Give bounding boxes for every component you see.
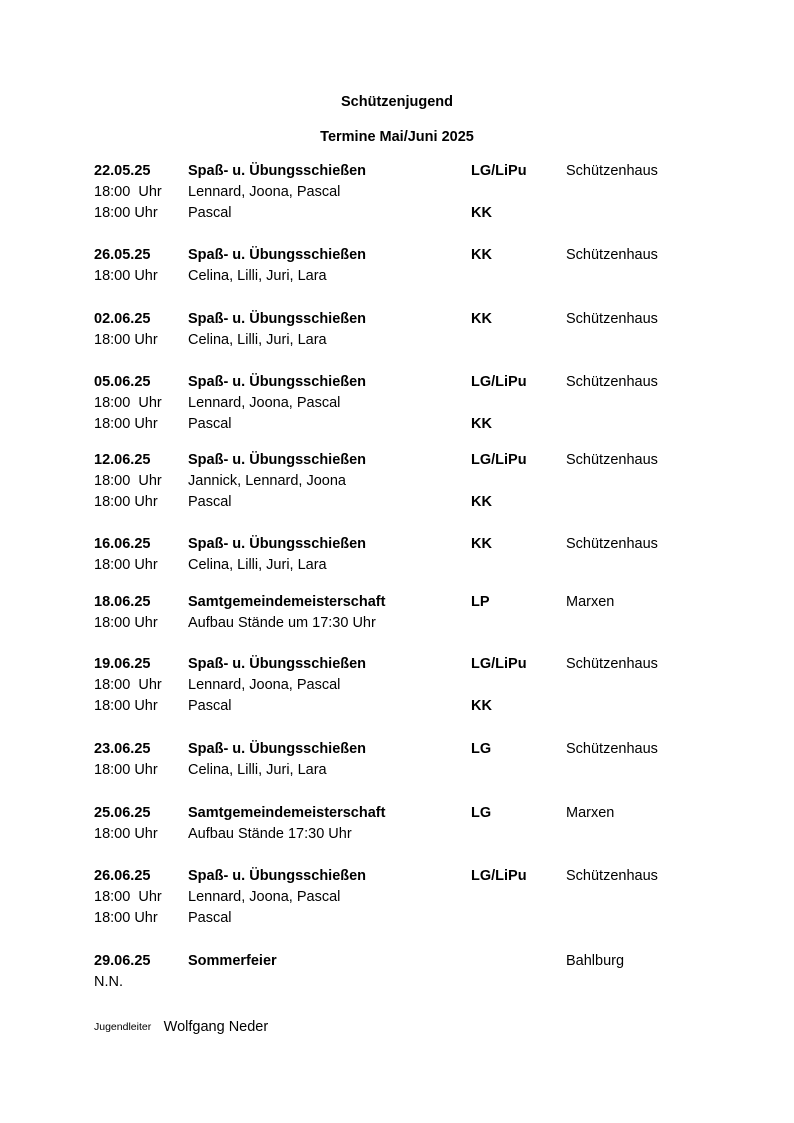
entry-header <box>0 656 794 676</box>
entry-date: 18.06.25 <box>94 594 151 610</box>
entry-location: Schützenhaus <box>566 536 658 552</box>
entry-date: 05.06.25 <box>94 374 151 390</box>
entry-time: 18:00 Uhr <box>94 416 158 432</box>
entry-participants: Lennard, Joona, Pascal <box>188 184 341 200</box>
entry-date: 19.06.25 <box>94 656 151 672</box>
entry-participants: Pascal <box>188 416 232 432</box>
entry-time: 18:00 Uhr <box>94 184 162 200</box>
entry-discipline: LG <box>471 805 492 821</box>
entry-time: 18:00 Uhr <box>94 268 158 284</box>
entry-time: 18:00 Uhr <box>94 205 158 221</box>
entry-participants: Celina, Lilli, Juri, Lara <box>188 762 327 778</box>
entry-date: 26.06.25 <box>94 868 151 884</box>
entry-time: 18:00 Uhr <box>94 677 162 693</box>
entry-line <box>0 205 794 225</box>
entry-event: Spaß- u. Übungsschießen <box>188 452 367 468</box>
entry-date: 12.06.25 <box>94 452 151 468</box>
entry-event: Spaß- u. Übungsschießen <box>188 374 367 390</box>
entry-discipline: LG/LiPu <box>471 868 527 884</box>
entry-date: 02.06.25 <box>94 311 151 327</box>
footer <box>94 1018 268 1036</box>
entry-discipline: KK <box>471 536 492 552</box>
entry-line <box>0 184 794 204</box>
entry-line <box>0 677 794 697</box>
entry-line-discipline: KK <box>471 698 492 714</box>
entry-time: 18:00 Uhr <box>94 615 158 631</box>
entry-header <box>0 741 794 761</box>
entry-line-discipline: KK <box>471 205 492 221</box>
entry-date: 22.05.25 <box>94 163 151 179</box>
entry-line <box>0 332 794 352</box>
entry-discipline: LG/LiPu <box>471 163 527 179</box>
entry-date: 26.05.25 <box>94 247 151 263</box>
entry-line <box>0 974 794 994</box>
entry-header <box>0 247 794 267</box>
entry-time: 18:00 Uhr <box>94 332 158 348</box>
entry-header <box>0 594 794 614</box>
entry-line-discipline: KK <box>471 494 492 510</box>
entry-time: 18:00 Uhr <box>94 698 158 714</box>
entry-header <box>0 953 794 973</box>
entry-line-discipline: KK <box>471 416 492 432</box>
entry-participants: Celina, Lilli, Juri, Lara <box>188 268 327 284</box>
entry-discipline: KK <box>471 247 492 263</box>
entry-discipline: KK <box>471 311 492 327</box>
entry-location: Schützenhaus <box>566 247 658 263</box>
entry-time: 18:00 Uhr <box>94 395 162 411</box>
entry-participants: Lennard, Joona, Pascal <box>188 889 341 905</box>
entry-time: 18:00 Uhr <box>94 910 158 926</box>
entry-header <box>0 868 794 888</box>
entry-event: Sommerfeier <box>188 953 277 969</box>
entry-discipline: LP <box>471 594 490 610</box>
entry-participants: Celina, Lilli, Juri, Lara <box>188 332 327 348</box>
entry-line <box>0 698 794 718</box>
entry-location: Schützenhaus <box>566 452 658 468</box>
entry-date: 29.06.25 <box>94 953 151 969</box>
entry-line <box>0 910 794 930</box>
entry-participants: Lennard, Joona, Pascal <box>188 677 341 693</box>
entry-line <box>0 557 794 577</box>
entry-time: 18:00 Uhr <box>94 473 162 489</box>
entry-event: Samtgemeindemeisterschaft <box>188 594 386 610</box>
entry-header <box>0 163 794 183</box>
entry-header <box>0 374 794 394</box>
entry-event: Spaß- u. Übungsschießen <box>188 741 367 757</box>
entry-discipline: LG/LiPu <box>471 374 527 390</box>
entry-location: Schützenhaus <box>566 374 658 390</box>
entry-participants: Lennard, Joona, Pascal <box>188 395 341 411</box>
page-title: Schützenjugend <box>341 94 453 110</box>
entry-participants: Aufbau Stände 17:30 Uhr <box>188 826 352 842</box>
footer-label: Jugendleiter <box>94 1021 152 1033</box>
entry-participants: Celina, Lilli, Juri, Lara <box>188 557 327 573</box>
entry-location: Schützenhaus <box>566 741 658 757</box>
page-subtitle: Termine Mai/Juni 2025 <box>320 129 474 145</box>
entry-event: Spaß- u. Übungsschießen <box>188 311 367 327</box>
entry-date: 16.06.25 <box>94 536 151 552</box>
entry-event: Spaß- u. Übungsschießen <box>188 536 367 552</box>
entry-location: Schützenhaus <box>566 656 658 672</box>
entry-discipline: LG/LiPu <box>471 452 527 468</box>
entry-location: Marxen <box>566 594 615 610</box>
entry-line <box>0 473 794 493</box>
entry-time: 18:00 Uhr <box>94 557 158 573</box>
entry-location: Schützenhaus <box>566 868 658 884</box>
entry-participants: Pascal <box>188 698 232 714</box>
entry-discipline: LG/LiPu <box>471 656 527 672</box>
entry-location: Bahlburg <box>566 953 625 969</box>
entry-line <box>0 762 794 782</box>
entry-date: 23.06.25 <box>94 741 151 757</box>
entry-header <box>0 805 794 825</box>
entry-location: Schützenhaus <box>566 163 658 179</box>
entry-line <box>0 615 794 635</box>
entry-line <box>0 416 794 436</box>
entry-participants: Aufbau Stände um 17:30 Uhr <box>188 615 376 631</box>
footer-name: Wolfgang Neder <box>163 1019 269 1035</box>
entry-time: 18:00 Uhr <box>94 826 158 842</box>
entry-line <box>0 889 794 909</box>
entry-event: Spaß- u. Übungsschießen <box>188 868 367 884</box>
entry-participants: Pascal <box>188 494 232 510</box>
entry-time: 18:00 Uhr <box>94 889 162 905</box>
entry-event: Spaß- u. Übungsschießen <box>188 163 367 179</box>
entry-header <box>0 536 794 556</box>
entry-line <box>0 395 794 415</box>
entry-event: Spaß- u. Übungsschießen <box>188 247 367 263</box>
entry-line <box>0 268 794 288</box>
entry-time: N.N. <box>94 974 123 990</box>
entry-location: Schützenhaus <box>566 311 658 327</box>
entry-line <box>0 826 794 846</box>
entry-event: Spaß- u. Übungsschießen <box>188 656 367 672</box>
entry-header <box>0 311 794 331</box>
entry-discipline: LG <box>471 741 492 757</box>
entry-event: Samtgemeindemeisterschaft <box>188 805 386 821</box>
entry-participants: Pascal <box>188 205 232 221</box>
entry-date: 25.06.25 <box>94 805 151 821</box>
entry-line <box>0 494 794 514</box>
entry-header <box>0 452 794 472</box>
entry-time: 18:00 Uhr <box>94 494 158 510</box>
entry-time: 18:00 Uhr <box>94 762 158 778</box>
entry-participants: Pascal <box>188 910 232 926</box>
entry-participants: Jannick, Lennard, Joona <box>188 473 346 489</box>
entry-location: Marxen <box>566 805 615 821</box>
